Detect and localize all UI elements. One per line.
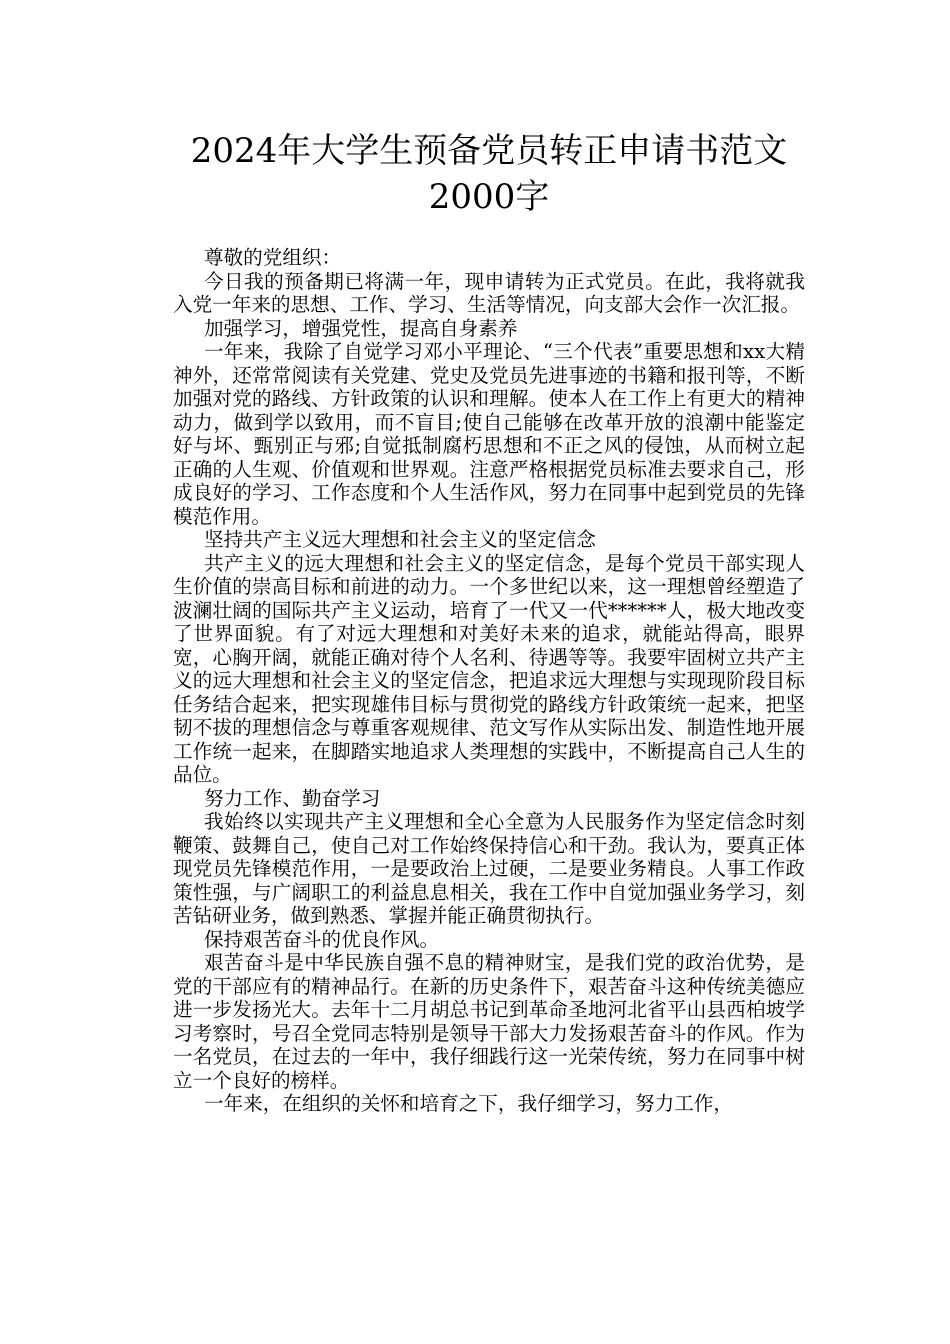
section-heading-hardwork: 保持艰苦奋斗的优良作风。	[204, 927, 440, 951]
study-paragraph: 一年来，我除了自觉学习邓小平理论、“三个代表”重要思想和xx大精神外，还常常阅读有关党建、党史及党员先进事迹的书籍和报刊等，不断加强对党的路线、方针政策的认识和理解。使本人在工作上有更大的精神动力，做到学以致用，而不盲目;使自己能够在改革开放的浪潮中能鉴定好与坏、甄别正与邪;自觉抵制腐朽思想和不正之风的侵蚀，从而树立起正确的人生观、价值观和世界观。注意严格根据党员标准去要求自己，形成良好的学习、工作态度和个人生活作风，努力在同事中起到党员的先锋模范作用。	[173, 340, 805, 528]
section-heading-study: 加强学习，增强党性，提高自身素养	[204, 316, 518, 340]
salutation: 尊敬的党组织：	[204, 246, 342, 269]
work-paragraph: 我始终以实现共产主义理想和全心全意为人民服务作为坚定信念时刻鞭策、鼓舞自己，使自己对工作始终保持信心和干劲。我认为，要真正体现党员先锋模范作用，一是要政治上过硬，二是要业务精良。人事工作政策性强，与广阔职工的利益息息相关，我在工作中自觉加强业务学习，刻苦钻研业务，做到熟悉、掌握并能正确贯彻执行。	[173, 810, 805, 927]
title-line-2: 2000字	[428, 177, 550, 217]
document-page	[173, 128, 805, 1116]
document-title	[173, 128, 805, 220]
hardwork-paragraph: 艰苦奋斗是中华民族自强不息的精神财宝，是我们党的政治优势，是党的干部应有的精神品行。在新的历史条件下，艰苦奋斗这种传统美德应进一步发扬光大。去年十二月胡总书记到革命圣地河北省平山县西柏坡学习考察时，号召全党同志特别是领导干部大力发扬艰苦奋斗的作风。作为一名党员，在过去的一年中，我仔细践行这一光荣传统，努力在同事中树立一个良好的榜样。	[173, 951, 805, 1092]
title-line-1: 2024年大学生预备党员转正申请书范文	[190, 131, 788, 171]
ideals-paragraph: 共产主义的远大理想和社会主义的坚定信念，是每个党员干部实现人生价值的崇高目标和前进的动力。一个多世纪以来，这一理想曾经塑造了波澜壮阔的国际共产主义运动，培育了一代又一代******人，极大地改变了世界面貌。有了对远大理想和对美好未来的追求，就能站得高，眼界宽，心胸开阔，就能正确对待个人名利、待遇等等。我要牢固树立共产主义的远大理想和社会主义的坚定信念，把追求远大理想与实现现阶段目标任务结合起来，把实现雄伟目标与贯彻党的路线方针政策统一起来，把坚韧不拔的理想信念与尊重客观规律、范文写作从实际出发、制造性地开展工作统一起来，在脚踏实地追求人类理想的实践中，不断提高自己人生的品位。	[173, 551, 805, 786]
closing-paragraph: 一年来，在组织的关怀和培育之下，我仔细学习，努力工作，	[204, 1092, 734, 1115]
document-body	[173, 246, 805, 1116]
section-heading-ideals: 坚持共产主义远大理想和社会主义的坚定信念	[204, 528, 596, 551]
section-heading-work: 努力工作、勤奋学习	[204, 786, 381, 810]
intro-paragraph: 今日我的预备期已将满一年，现申请转为正式党员。在此，我将就我入党一年来的思想、工作、学习、生活等情况，向支部大会作一次汇报。	[173, 269, 805, 316]
